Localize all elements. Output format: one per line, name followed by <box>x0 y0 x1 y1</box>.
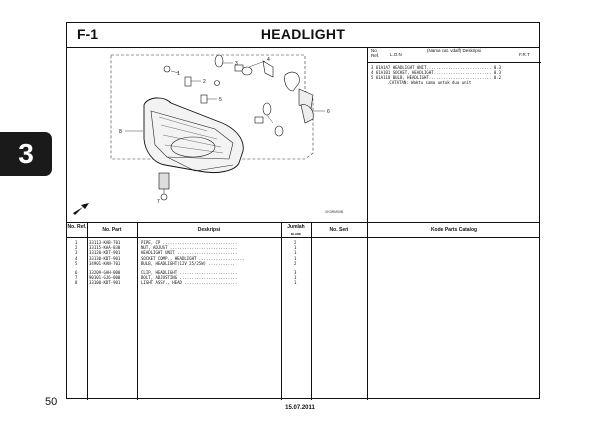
description-cell: HEADLIGHT UNIT ......................... <box>141 250 238 256</box>
part-number-cell: 33130-KDT-901 <box>89 255 121 261</box>
col-part-header: No. Part <box>102 227 122 233</box>
description-cell: SOCKET COMP., HEADLIGHT ................... <box>141 255 245 261</box>
callout-7: 7 <box>157 199 160 205</box>
headlight-housing <box>144 98 243 173</box>
quantity-cell: 1 <box>294 275 297 281</box>
callout-5: 5 <box>219 97 222 103</box>
ref-cell: 1 <box>75 240 78 245</box>
section-tab: 3 <box>0 132 52 176</box>
legend-note: .CATATAN: Waktu sama untuk dua unit <box>387 80 472 85</box>
table-body <box>67 240 539 286</box>
title-bar <box>67 23 539 48</box>
part-number-cell: 34901-KAN-701 <box>89 260 121 266</box>
callout-3: 3 <box>235 61 238 67</box>
col-qty-subheader: BLADE <box>290 232 302 236</box>
ref-cell: 8 <box>75 280 78 286</box>
ref-cell: 4 <box>75 255 78 261</box>
headlight-drawing <box>67 47 367 222</box>
quantity-cell: 1 <box>294 280 297 286</box>
col-qty-header: Jumlah <box>287 224 305 230</box>
col-serial-header: No. Seri <box>329 227 349 233</box>
legend-col-desc: (Nama cat. vdalf) Deskripsi <box>426 48 481 53</box>
quantity-cell: 1 <box>294 245 297 251</box>
description-cell: CLIP, HEADLIGHT ........................ <box>141 269 238 275</box>
description-cell: BOLT, ADJUSTING ........................ <box>141 275 238 281</box>
parts-frame <box>66 22 540 399</box>
callout-8: 8 <box>119 129 122 135</box>
footer-date: 15.07.2011 <box>285 405 315 411</box>
adjust-bolt <box>161 194 167 200</box>
legend-col-lon: L.O.N <box>390 52 402 57</box>
legend-row: 3 61A1A7 HEADLIGHT UNIT........................... 0.3 <box>371 65 502 70</box>
legend-row: 4 61A101 SOCKET, HEADLIGHT........................ 0.3 <box>371 70 502 75</box>
col-catalog-header: Kode Parts Catalog <box>430 227 478 233</box>
part-number-cell: 33115-KAA-830 <box>89 245 121 251</box>
callout-1: 1 <box>177 71 180 77</box>
labor-legend-panel <box>368 47 541 222</box>
description-cell: BULB, HEADLIGHT(12V 25/25W) ........... <box>141 260 235 266</box>
legend-header <box>368 47 541 63</box>
quantity-cell: 3 <box>294 269 297 275</box>
part-number-cell: 33100-KDT-901 <box>89 280 121 286</box>
legend-rows <box>371 65 538 85</box>
legend-row: 5 61A118 BULB, HEADLIGHT.......................... 0.2 <box>371 75 502 80</box>
callout-2: 2 <box>203 79 206 85</box>
part-number-cell: 33113-KAB-701 <box>89 240 121 245</box>
ref-cell: 3 <box>75 250 78 256</box>
parts-table <box>67 222 539 400</box>
callout-4: 4 <box>267 57 270 63</box>
legend-col-frt: F.R.T <box>519 52 530 57</box>
socket-group <box>299 89 313 123</box>
table-row <box>67 261 539 266</box>
direction-arrow-icon <box>73 203 89 215</box>
part-number-cell: 33120-KDT-901 <box>89 250 121 256</box>
table-row <box>67 280 539 285</box>
description-cell: LIGHT ASSY., HEAD ...................... <box>141 280 238 286</box>
description-cell: NUT, ADJUST ............................ <box>141 245 238 251</box>
ref-cell: 7 <box>75 275 78 281</box>
ref-cell: 6 <box>75 269 78 275</box>
quantity-cell: 1 <box>294 255 297 261</box>
callout-6: 6 <box>327 109 330 115</box>
exploded-diagram <box>67 47 368 222</box>
page-number: 50 <box>45 396 58 408</box>
legend-col-ref: No. Ref. <box>371 48 380 58</box>
quantity-cell: 2 <box>294 260 297 266</box>
col-ref-header: No. Ref. <box>67 224 87 230</box>
part-number-cell: 33209-GAH-000 <box>89 269 121 275</box>
part-number-cell: 90101-GJ6-000 <box>89 275 121 281</box>
ref-cell: 5 <box>75 260 78 266</box>
ref-cell: 2 <box>75 245 78 251</box>
illustration-ref: XK3RM00B <box>325 210 344 214</box>
description-cell: PIPE, CP ............................... <box>141 240 238 245</box>
mount-tab <box>159 173 169 189</box>
figure-title: HEADLIGHT <box>260 26 346 42</box>
col-desc-header: Deskripsi <box>197 227 221 233</box>
quantity-cell: 1 <box>294 250 297 256</box>
quantity-cell: 2 <box>294 240 297 245</box>
figure-code: F-1 <box>77 26 98 42</box>
